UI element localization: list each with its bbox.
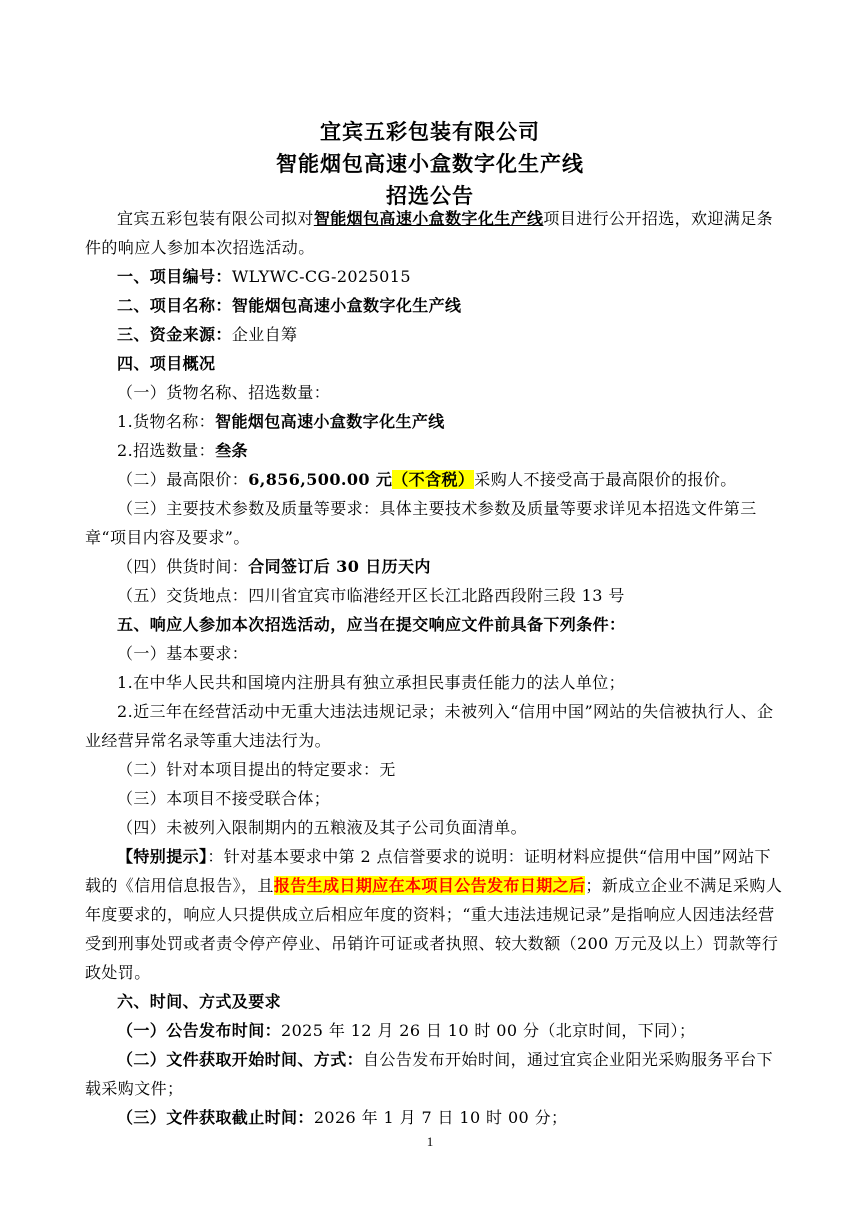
goods-name-label: 1.货物名称： <box>117 412 216 431</box>
project-number: WLYWC-CG-2025015 <box>231 267 411 286</box>
special-notice-pre: ：针对基本要求中第 2 点信誉要求的说明：证明材料应提供“信用中国”网站下载的《信用信息报告》，且 <box>85 847 771 895</box>
project-title: 智能烟包高速小盒数字化生产线 <box>276 151 584 176</box>
file-access-start-line <box>85 1045 785 1103</box>
intro-project-name: 智能烟包高速小盒数字化生产线 <box>313 209 544 228</box>
publish-time-line <box>85 1016 785 1045</box>
no-consortium: （三）本项目不接受联合体； <box>117 789 331 808</box>
project-name: 智能烟包高速小盒数字化生产线 <box>231 296 462 315</box>
section-project-name <box>85 291 785 320</box>
quantity-value: 叁条 <box>215 441 248 460</box>
max-price-note: 采购人不接受高于最高限价的报价。 <box>474 470 737 489</box>
requirement-2: 2.近三年在经营活动中无重大违法违规记录；未被列入“信用中国”网站的失信被执行人、企业经营异常名录等重大违法行为。 <box>85 702 774 750</box>
company-title: 宜宾五彩包装有限公司 <box>320 119 540 144</box>
notice-body <box>85 204 785 1132</box>
notice-title: 招选公告 <box>386 183 474 208</box>
special-notice-label: 【特别提示】 <box>117 847 208 866</box>
delivery-time-value: 合同签订后 30 日历天内 <box>248 557 431 576</box>
negative-list: （四）未被列入限制期内的五粮液及其子公司负面清单。 <box>117 818 528 837</box>
file-access-deadline-value: 2026 年 1 月 7 日 10 时 00 分； <box>313 1108 568 1127</box>
intro-paragraph <box>85 204 785 262</box>
requirement-1: 1.在中华人民共和国境内注册具有独立承担民事责任能力的法人单位； <box>117 673 626 692</box>
file-access-start-label: （二）文件获取开始时间、方式： <box>117 1050 364 1069</box>
file-access-start-value: 自公告发布开始时间，通过宜宾企业阳光采购服务平台下载采购文件； <box>85 1050 774 1098</box>
tax-excluded-tag: （不含税） <box>392 470 475 489</box>
section-project-number <box>85 262 785 291</box>
section-conditions-heading: 五、响应人参加本次招选活动，应当在提交响应文件前具备下列条件： <box>117 615 626 634</box>
delivery-place-line: （五）交货地点：四川省宜宾市临港经开区长江北路西段附三段 13 号 <box>117 586 625 605</box>
intro-pre: 宜宾五彩包装有限公司拟对 <box>117 209 314 228</box>
max-price-value: 6,856,500.00 元 <box>248 470 393 489</box>
section-overview-heading: 四、项目概况 <box>117 354 216 373</box>
delivery-time-label: （四）供货时间： <box>117 557 249 576</box>
title-block <box>0 116 860 212</box>
special-notice <box>85 842 785 987</box>
goods-heading: （一）货物名称、招选数量： <box>117 383 331 402</box>
tech-params-line: （三）主要技术参数及质量等要求：具体主要技术参数及质量等要求详见本招选文件第三章“项目内容及要求”。 <box>85 499 757 547</box>
file-access-deadline-label: （三）文件获取截止时间： <box>117 1108 314 1127</box>
intro-post: 项目进行公开招选，欢迎满足条件的响应人参加本次招选活动。 <box>85 209 774 257</box>
section-2-label: 二、项目名称： <box>117 296 232 315</box>
section-1-label: 一、项目编号： <box>117 267 232 286</box>
max-price-label: （二）最高限价： <box>117 470 249 489</box>
section-3-label: 三、资金来源： <box>117 325 232 344</box>
quantity-label: 2.招选数量： <box>117 441 216 460</box>
quantity-line <box>85 436 785 465</box>
delivery-time-line <box>85 552 785 581</box>
section-time-heading: 六、时间、方式及要求 <box>117 992 282 1011</box>
file-access-deadline-line <box>85 1103 785 1132</box>
publish-time-value: 2025 年 12 月 26 日 10 时 00 分（北京时间，下同）； <box>281 1021 696 1040</box>
max-price-line <box>85 465 785 494</box>
section-fund-source <box>85 320 785 349</box>
basic-requirements-heading: （一）基本要求： <box>117 644 249 663</box>
goods-name-value: 智能烟包高速小盒数字化生产线 <box>215 412 445 431</box>
specific-requirements: （二）针对本项目提出的特定要求：无 <box>117 760 396 779</box>
special-notice-highlight: 报告生成日期应在本项目公告发布日期之后 <box>273 876 586 895</box>
goods-name-line <box>85 407 785 436</box>
fund-source: 企业自筹 <box>231 325 298 344</box>
page-number: 1 <box>426 1134 434 1149</box>
special-notice-post: ；新成立企业不满足采购人年度要求的，响应人只提供成立后相应年度的资料；“重大违法违规记录”是指响应人因违法经营受到刑事处罚或者责令停产停业、吊销许可证或者执照、较大数额（200 万元及以上）罚款等行政处罚。 <box>85 876 783 982</box>
publish-time-label: （一）公告发布时间： <box>117 1021 282 1040</box>
